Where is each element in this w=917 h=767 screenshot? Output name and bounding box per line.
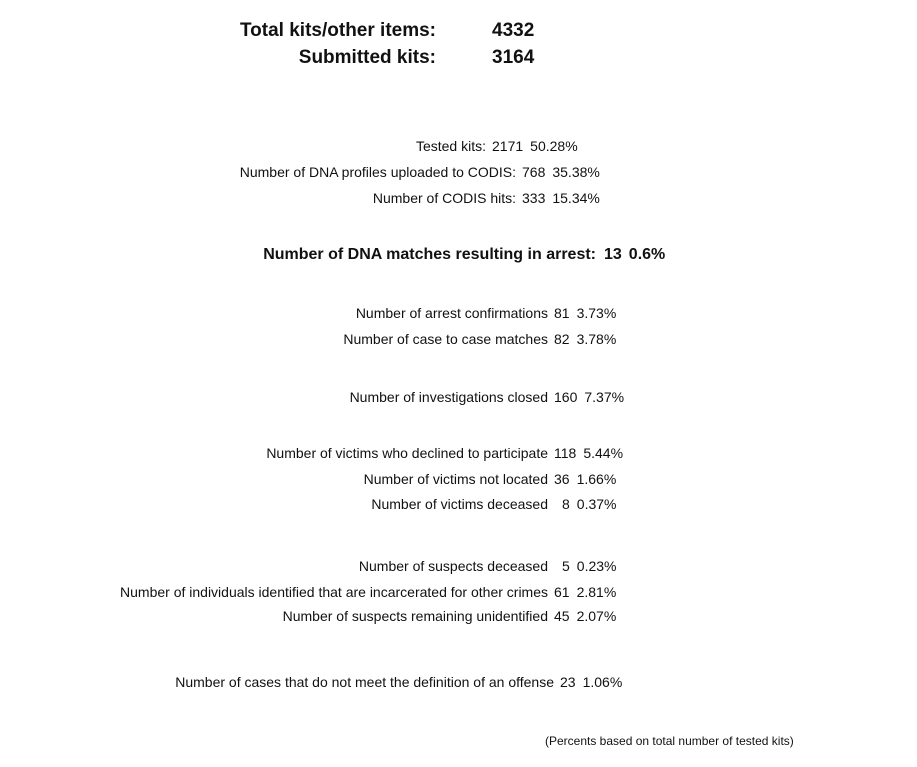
submitted-kits-row [0, 47, 436, 73]
stat-percent: 0.23% [576, 558, 617, 574]
stat-percent: 7.37% [584, 389, 625, 405]
stat-percent: 5.44% [583, 445, 624, 461]
stat-percent: 2.07% [576, 608, 617, 624]
stat-count: 23 [560, 674, 576, 690]
stat-percent: 2.81% [576, 584, 617, 600]
total-kits-label: Total kits/other items: [239, 20, 436, 41]
stat-label: Number of CODIS hits: [372, 190, 516, 206]
stat-label: Number of DNA profiles uploaded to CODIS: [239, 164, 516, 180]
stat-label: Tested kits: [415, 138, 486, 154]
stat-count: 768 [522, 164, 546, 180]
stat-count: 333 [522, 190, 546, 206]
stat-count: 82 [554, 331, 570, 347]
stat-count: 5 [562, 558, 570, 574]
stat-count: 36 [554, 471, 570, 487]
stat-count: 118 [554, 445, 577, 461]
stat-count: 61 [554, 584, 570, 600]
stat-percent: 35.38% [552, 164, 600, 180]
stat-label: Number of victims who declined to participate [266, 445, 548, 461]
stat-label: Number of DNA matches resulting in arrest: [263, 246, 596, 263]
stat-count: 45 [554, 608, 570, 624]
stat-count: 13 [604, 246, 622, 263]
stat-label: Number of victims not located [363, 471, 548, 487]
submitted-kits-value: 3164 [492, 47, 535, 68]
stat-label: Number of cases that do not meet the definition of an offense [175, 674, 554, 690]
stat-percent: 1.66% [576, 471, 617, 487]
stat-percent: 1.06% [582, 674, 623, 690]
stat-label: Number of case to case matches [343, 331, 548, 347]
stat-percent: 0.6% [628, 246, 666, 263]
total-kits-row [0, 20, 436, 46]
stat-percent: 3.78% [576, 331, 617, 347]
stat-percent: 3.73% [576, 305, 617, 321]
footnote: (Percents based on total number of tested kits) [545, 734, 794, 748]
stat-label: Number of investigations closed [349, 389, 548, 405]
submitted-kits-label: Submitted kits: [298, 47, 436, 68]
stat-label: Number of individuals identified that are incarcerated for other crimes [120, 584, 548, 600]
total-kits-value: 4332 [492, 20, 535, 41]
stat-label: Number of suspects deceased [358, 558, 548, 574]
stat-percent: 15.34% [552, 190, 600, 206]
stat-count: 160 [554, 389, 578, 405]
stat-label: Number of suspects remaining unidentified [282, 608, 548, 624]
stat-percent: 50.28% [530, 138, 578, 154]
stat-label: Number of victims deceased [371, 496, 548, 512]
stat-count: 2171 [492, 138, 524, 154]
stat-count: 8 [562, 496, 570, 512]
stat-percent: 0.37% [576, 496, 617, 512]
stat-label: Number of arrest confirmations [355, 305, 548, 321]
stat-count: 81 [554, 305, 570, 321]
